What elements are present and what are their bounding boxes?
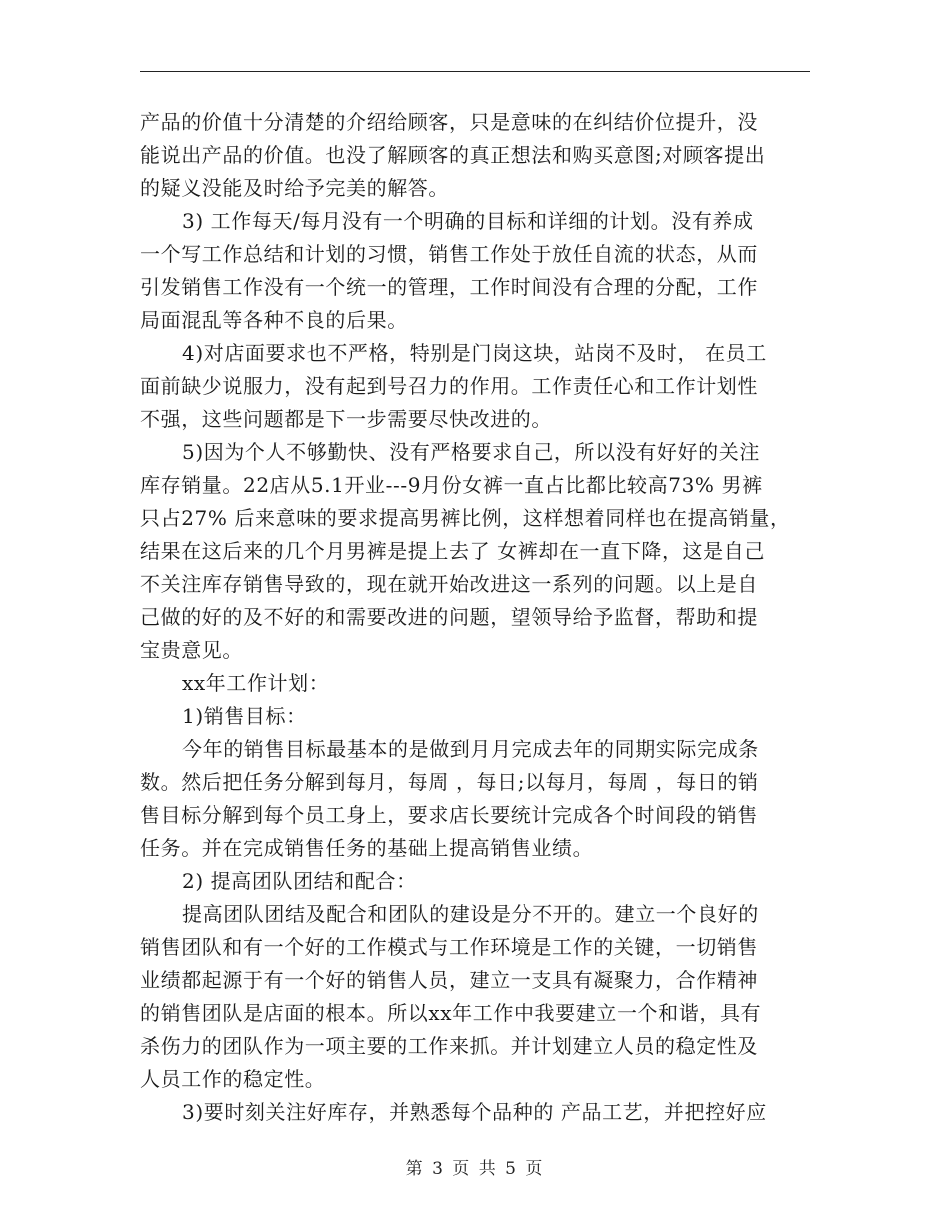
document-line: 局面混乱等各种不良的后果。 <box>140 308 408 332</box>
document-line: 不关注库存销售导致的，现在就开始改进这一系列的问题。以上是自 <box>140 572 758 596</box>
document-line: 售目标分解到每个员工身上，要求店长要统计完成各个时间段的销售 <box>140 803 758 827</box>
document-line: 宝贵意见。 <box>140 638 243 662</box>
document-line: 业绩都起源于有一个好的销售人员，建立一支具有凝聚力，合作精神 <box>140 968 758 992</box>
document-line: 3)要时刻关注好库存，并熟悉每个品种的 产品工艺，并把控好应 <box>182 1100 767 1124</box>
document-line: 数。然后把任务分解到每月，每周 ，每日;以每月，每周 ，每日的销 <box>140 770 759 794</box>
document-line: 的疑义没能及时给予完美的解答。 <box>140 176 449 200</box>
document-line: 今年的销售目标最基本的是做到月月完成去年的同期实际完成条 <box>182 737 759 761</box>
document-line: 4)对店面要求也不严格，特别是门岗这块，站岗不及时， 在员工 <box>182 341 767 365</box>
document-line: 面前缺少说服力，没有起到号召力的作用。工作责任心和工作计划性 <box>140 374 758 398</box>
document-line: 结果在这后来的几个月男裤是提上去了 女裤却在一直下降，这是自己 <box>140 539 765 563</box>
document-line: 引发销售工作没有一个统一的管理，工作时间没有合理的分配，工作 <box>140 275 758 299</box>
document-line: 1)销售目标： <box>182 704 307 728</box>
document-line: xx年工作计划： <box>182 671 330 695</box>
document-line: 不强，这些问题都是下一步需要尽快改进的。 <box>140 407 552 431</box>
document-line: 一个写工作总结和计划的习惯，销售工作处于放任自流的状态，从而 <box>140 242 758 266</box>
page-number: 第 3 页 共 5 页 <box>405 1159 545 1179</box>
document-body <box>140 106 800 1129</box>
document-line: 能说出产品的价值。也没了解顾客的真正想法和购买意图;对顾客提出 <box>140 143 766 167</box>
document-line: 的销售团队是店面的根本。所以xx年工作中我要建立一个和谐，具有 <box>140 1001 762 1025</box>
document-line: 提高团队团结及配合和团队的建设是分不开的。建立一个良好的 <box>182 902 759 926</box>
document-line: 人员工作的稳定性。 <box>140 1067 326 1091</box>
document-line: 2) 提高团队团结和配合： <box>182 869 417 893</box>
document-line: 库存销量。22店从5.1开业---9月份女裤一直占比都比较高73% 男裤 <box>140 473 763 497</box>
document-line: 己做的好的及不好的和需要改进的问题，望领导给予监督，帮助和提 <box>140 605 758 629</box>
document-line: 任务。并在完成销售任务的基础上提高销售业绩。 <box>140 836 594 860</box>
document-line: 只占27% 后来意味的要求提高男裤比例，这样想着同样也在提高销量， <box>140 506 791 530</box>
document-line: 杀伤力的团队作为一项主要的工作来抓。并计划建立人员的稳定性及 <box>140 1034 758 1058</box>
document-line: 3) 工作每天/每月没有一个明确的目标和详细的计划。没有养成 <box>182 209 754 233</box>
document-line: 销售团队和有一个好的工作模式与工作环境是工作的关键，一切销售 <box>140 935 758 959</box>
document-line: 5)因为个人不够勤快、没有严格要求自己，所以没有好好的关注 <box>182 440 760 464</box>
header-rule <box>140 71 810 72</box>
document-line: 产品的价值十分清楚的介绍给顾客，只是意味的在纠结价位提升，没 <box>140 110 758 134</box>
